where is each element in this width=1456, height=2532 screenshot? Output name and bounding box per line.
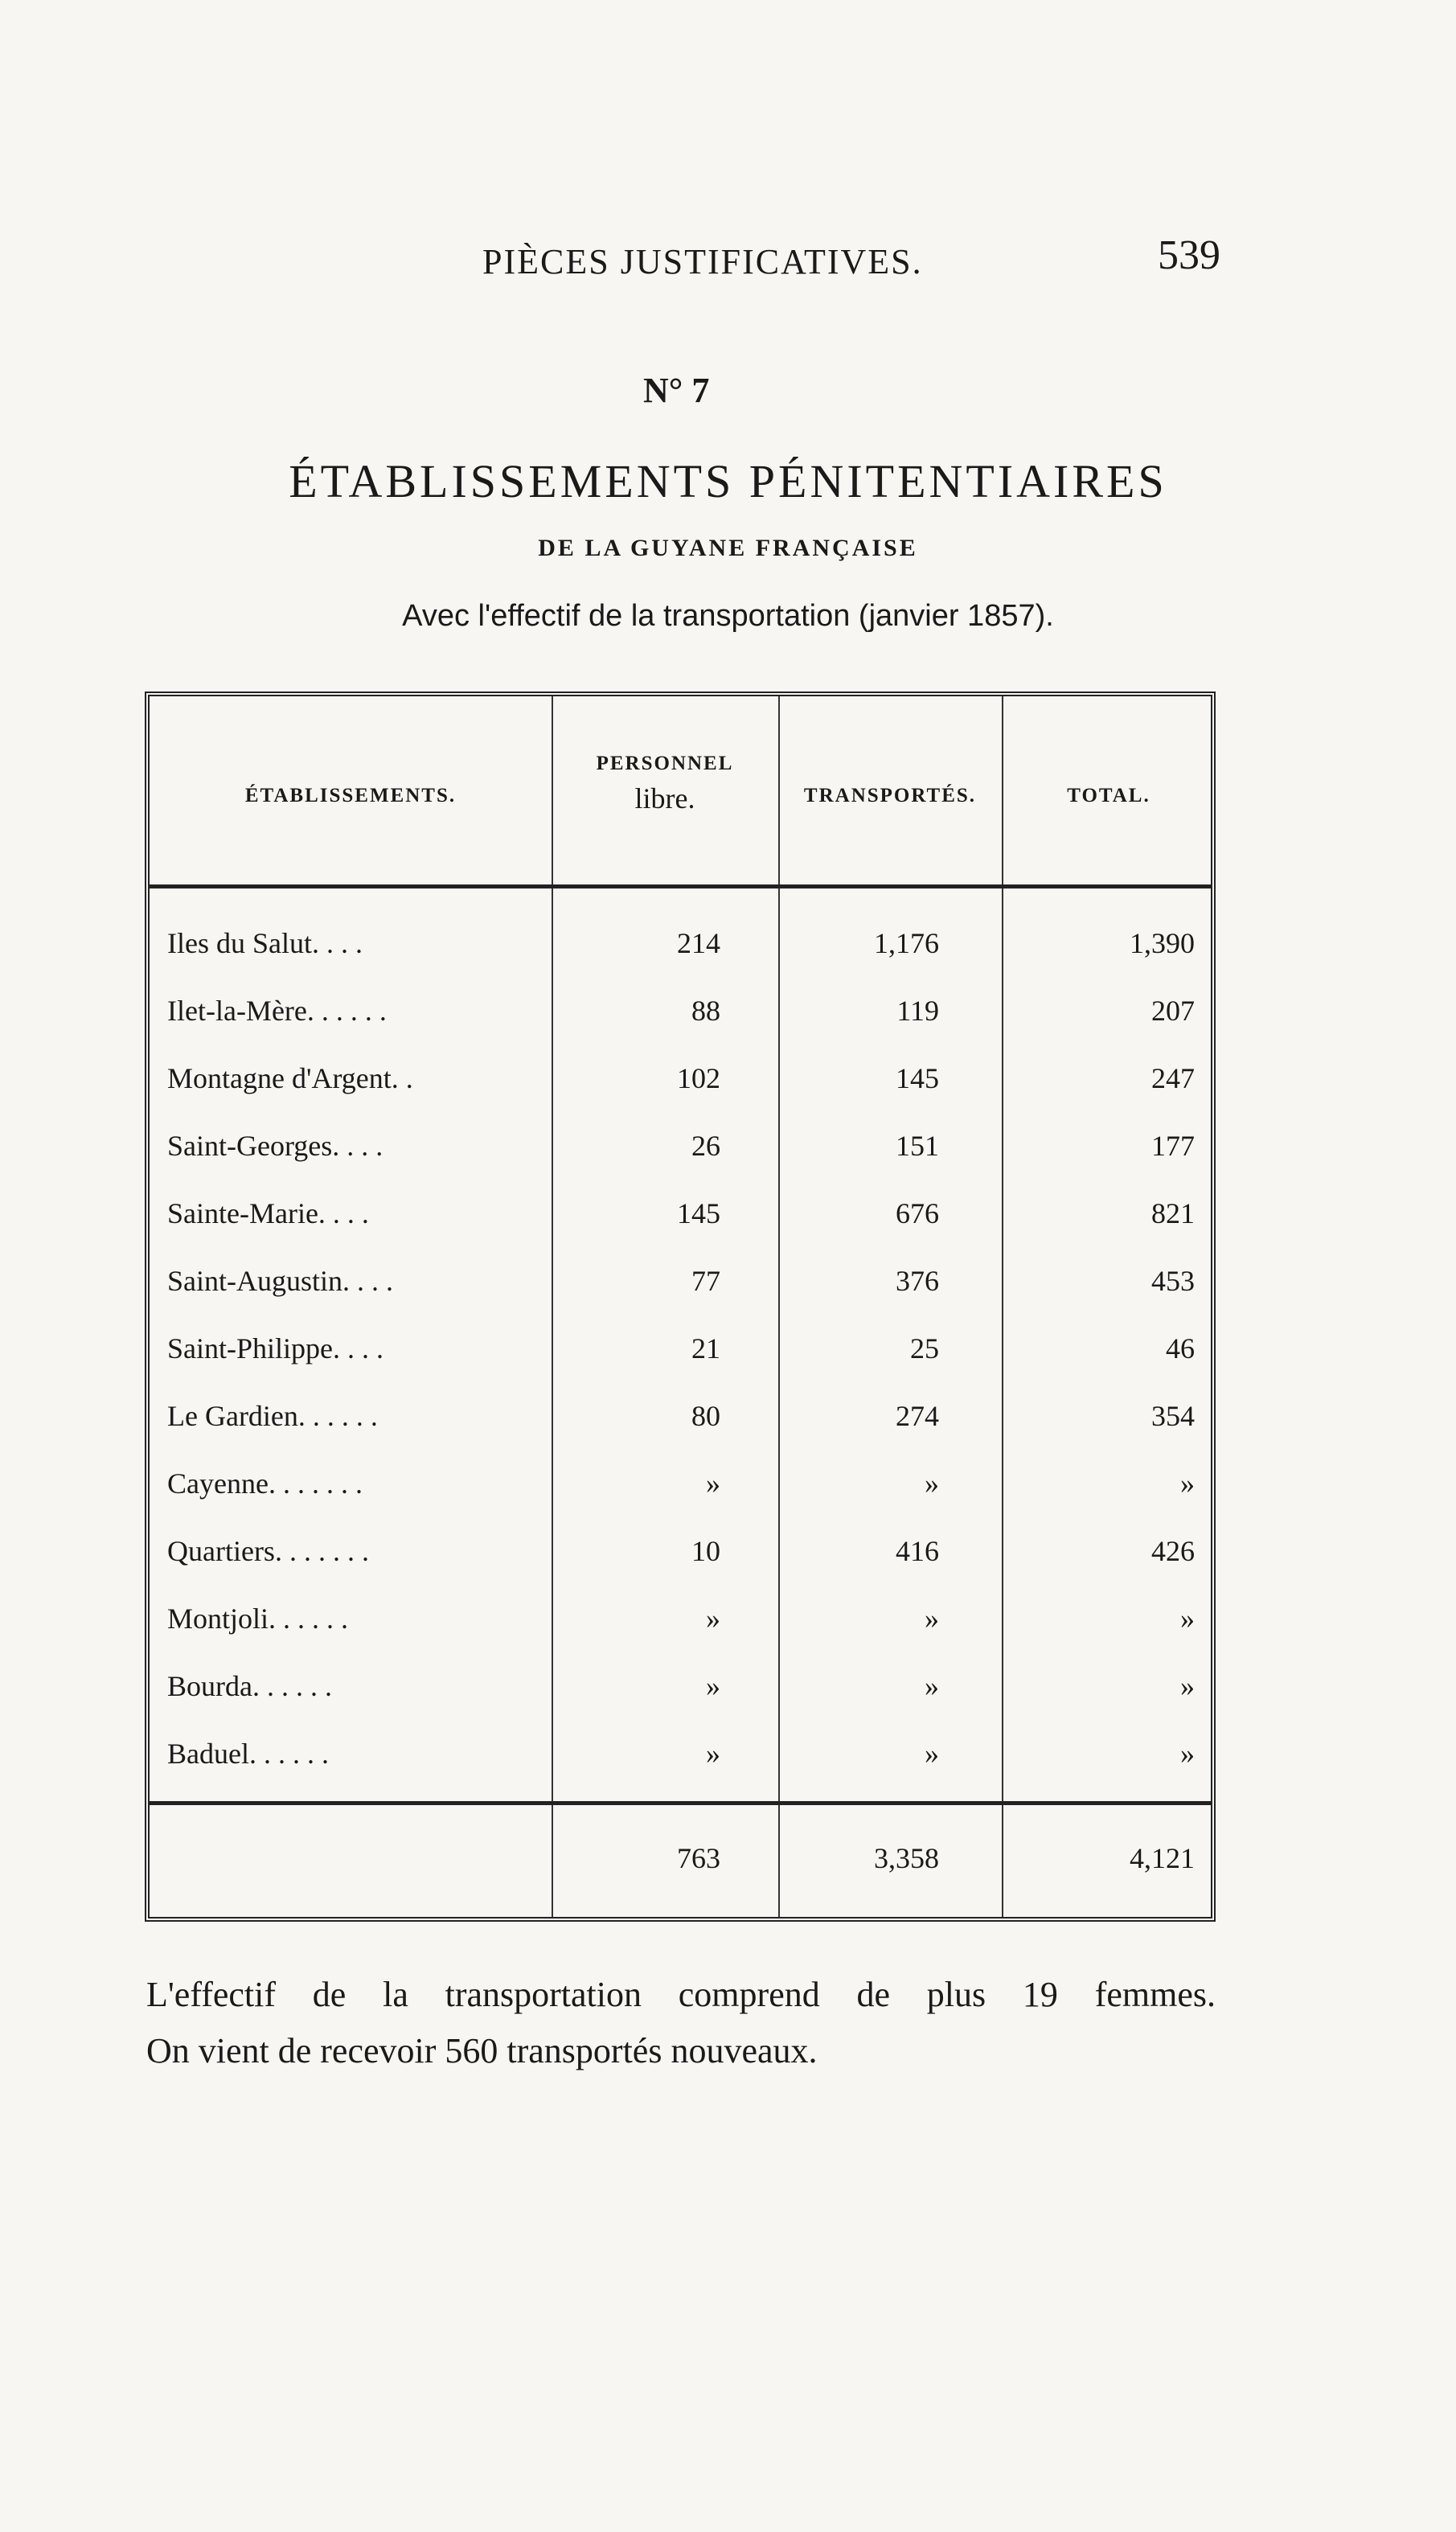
row-name: Saint-Philippe. . . .	[167, 1332, 383, 1364]
running-head: PIÈCES JUSTIFICATIVES.	[482, 242, 923, 281]
row-transportes: 25	[910, 1332, 939, 1364]
row-name: Saint-Augustin. . . .	[167, 1265, 394, 1297]
row-total: »	[1180, 1467, 1195, 1500]
row-transportes: 676	[896, 1197, 939, 1229]
row-transportes: 376	[896, 1265, 939, 1297]
row-name: Quartiers. . . . . . .	[167, 1535, 369, 1567]
header-personnel-line2: libre.	[634, 782, 695, 815]
document-number: N° 7	[643, 371, 710, 410]
row-name: Montjoli. . . . . .	[167, 1603, 349, 1635]
row-name: Saint-Georges. . . .	[167, 1130, 383, 1162]
row-transportes: »	[925, 1603, 939, 1635]
row-personnel: 145	[677, 1197, 720, 1229]
header-personnel-line1: PERSONNEL	[596, 753, 734, 774]
row-personnel: 26	[691, 1130, 720, 1162]
row-personnel: »	[706, 1603, 720, 1635]
row-name: Ilet-la-Mère. . . . . .	[167, 995, 387, 1027]
table-row	[150, 1177, 1211, 1250]
header-rule	[150, 884, 1211, 888]
row-transportes: »	[925, 1467, 939, 1500]
row-total: 354	[1151, 1400, 1195, 1432]
table-row	[150, 1582, 1211, 1655]
row-total: »	[1180, 1738, 1195, 1770]
page-title: ÉTABLISSEMENTS PÉNITENTIAIRES	[289, 455, 1167, 507]
table-row	[150, 1650, 1211, 1722]
table-row	[150, 1042, 1211, 1114]
row-personnel: 88	[691, 995, 720, 1027]
row-total: 453	[1151, 1265, 1195, 1297]
row-total: 821	[1151, 1197, 1195, 1229]
table-row	[150, 1312, 1211, 1385]
row-total: 46	[1166, 1332, 1195, 1364]
row-total: »	[1180, 1603, 1195, 1635]
row-total: 247	[1151, 1062, 1195, 1094]
row-name: Cayenne. . . . . . .	[167, 1467, 363, 1500]
row-transportes: 119	[896, 995, 939, 1027]
row-personnel: 214	[677, 927, 720, 959]
row-transportes: »	[925, 1670, 939, 1702]
row-total: 1,390	[1130, 927, 1195, 959]
table-row	[150, 1447, 1211, 1520]
total-transportes: 3,358	[874, 1842, 939, 1874]
row-name: Baduel. . . . . .	[167, 1738, 329, 1770]
row-total: 177	[1151, 1130, 1195, 1162]
row-total: 426	[1151, 1535, 1195, 1567]
row-name: Iles du Salut. . . .	[167, 927, 363, 959]
row-total: 207	[1151, 995, 1195, 1027]
header-etablissements: ÉTABLISSEMENTS.	[244, 785, 457, 806]
row-name: Sainte-Marie. . . .	[167, 1197, 369, 1229]
row-name: Bourda. . . . . .	[167, 1670, 332, 1702]
header-transportes: TRANSPORTÉS.	[803, 785, 977, 806]
page-subtitle: DE LA GUYANE FRANÇAISE	[538, 535, 918, 561]
row-personnel: »	[706, 1670, 720, 1702]
footnote-women: L'effectif de la transportation comprend de plus 19 femmes.	[146, 1975, 1216, 2014]
table-row	[150, 1717, 1211, 1790]
footnote-new-arrivals: On vient de recevoir 560 transportés nouveaux.	[146, 2031, 818, 2070]
establishments-table	[145, 691, 1216, 1922]
row-personnel: 21	[691, 1332, 720, 1364]
table-row	[150, 975, 1211, 1047]
row-total: »	[1180, 1670, 1195, 1702]
table-row	[150, 907, 1211, 979]
row-transportes: 1,176	[874, 927, 939, 959]
page-number: 539	[1158, 232, 1220, 278]
row-personnel: 10	[691, 1535, 720, 1567]
row-transportes: 416	[896, 1535, 939, 1567]
row-personnel: 80	[691, 1400, 720, 1432]
table-caption: Avec l'effectif de la transportation (janvier 1857).	[402, 599, 1054, 633]
row-personnel: »	[706, 1467, 720, 1500]
row-name: Montagne d'Argent. .	[167, 1062, 413, 1094]
totals-row	[150, 1822, 1211, 1894]
row-name: Le Gardien. . . . . .	[167, 1400, 378, 1432]
table-row	[150, 1245, 1211, 1317]
row-personnel: »	[706, 1738, 720, 1770]
total-personnel: 763	[677, 1842, 720, 1874]
row-transportes: 151	[896, 1130, 939, 1162]
total-total: 4,121	[1130, 1842, 1195, 1874]
table-row	[150, 1515, 1211, 1587]
row-transportes: 145	[896, 1062, 939, 1094]
table-row	[150, 1110, 1211, 1182]
table-row	[150, 1380, 1211, 1452]
row-transportes: »	[925, 1738, 939, 1770]
totals-rule	[150, 1801, 1211, 1805]
row-transportes: 274	[896, 1400, 939, 1432]
row-personnel: 77	[691, 1265, 720, 1297]
header-total: TOTAL.	[1067, 785, 1150, 806]
row-personnel: 102	[677, 1062, 720, 1094]
header-personnel	[552, 753, 778, 815]
